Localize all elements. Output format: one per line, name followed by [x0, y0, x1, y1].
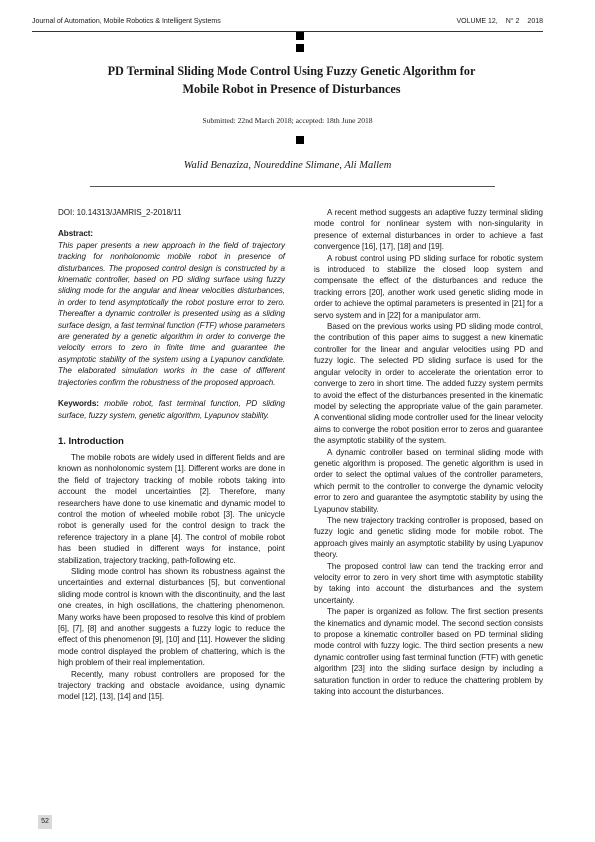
abstract-text: This paper presents a new approach in the field of trajectory tracking for nonholonomic mobile robot in presence of disturbances. The proposed control design is constructed by a kinematic controller, based on PD sliding surface using fuzzy sliding mode for the angular and linear velocities disturbances, in order to tend asymptotically the robot posture error to zero. Thereafter a dynamic controller is presented using as a sliding surface design, a fast terminal function (FTF) whose parameters are generated by a genetic algorithm in order to converge the velocity errors to zero in finite time and guarantee the asymptotic stability of the system using a Lyapunov candidate. The elaborated simulation works in the case of different trajectories confirm the robustness of the proposed approach. [58, 240, 285, 387]
keywords-text: mobile robot, fast terminal function, PD sliding surface, fuzzy system, genetic algorithm, Lyapunov stability. [58, 399, 285, 420]
keywords [58, 398, 285, 421]
authors: Walid Benaziza, Noureddine Slimane, Ali Mallem [183, 160, 392, 171]
section-heading-introduction: 1. Introduction [58, 435, 124, 447]
header-rule [32, 31, 543, 32]
paragraph: A robust control using PD sliding surface for robotic system is introduced to stabilize the closed loop system and compensate the effect of the disturbances and reduce the tracking errors [20], another work used genetic sliding mode in order to achieve the optimal parameters is presented in [21] for a servo system and in [22] for a manipulator arm. [314, 253, 543, 320]
paragraph: A dynamic controller based on terminal sliding mode with genetic algorithm is proposed. The genetic algorithm is used in order to select the optimal values of the controller parameters, which permit to the controller to converge the dynamic velocity error to zero and guarantee the asymptotic stability by using the Lyapunov stability. [314, 447, 543, 514]
paragraph: The new trajectory tracking controller is proposed, based on fuzzy logic and genetic sliding mode for mobile robot. The approach gives mainly an asymptotic stability by using Lyapunov theory. [314, 515, 543, 560]
year: 2018 [527, 18, 543, 25]
header-square-marker-2 [296, 44, 304, 52]
page-number: 52 [38, 815, 52, 829]
journal-name: Journal of Automation, Mobile Robotics & Intelligent Systems [32, 18, 221, 25]
authors-rule [90, 186, 495, 187]
header-square-marker [296, 32, 304, 40]
paragraph: Based on the previous works using PD sliding mode control, the contribution of this paper aims to suggest a new kinematic controller for the linear and angular velocities using PD and fuzzy logic. The selected PD sliding surface is used for the angular velocity in order to accelerate the orientation error to converge to zero in short time. The added fuzzy system permits to avoid the effect of the disturbances presented in the kinematic model by selecting the appropriate value of the gain parameter. A conventional sliding mode controller used for the linear velocity aims to converge the robot position error to zeros and guarantee the asymptotic stability of the system. [314, 322, 543, 446]
paragraph: Recently, many robust controllers are proposed for the trajectory tracking and obstacle avoidance, using dynamic model [12], [13], [14] and [15]. [58, 669, 285, 702]
issue-info [448, 18, 543, 25]
running-header [32, 18, 543, 25]
volume: VOLUME 12, [456, 18, 498, 25]
title-line-1: PD Terminal Sliding Mode Control Using Fuzzy Genetic Algorithm for [107, 64, 476, 78]
paragraph: The mobile robots are widely used in different fields and are known as nonholonomic system [1]. Different works are done in the field of trajectory tracking of mobile robots taking into account the model uncertainties [2]. Therefore, many researchers have done to use kinematic and dynamic model to control the motion of wheeled mobile robot [3]. The unicycle robot is generally used for the control design to track the reference trajectory in a plane [4]. The control of mobile robot has been studied in different ways for instance, point stabilization, trajectory tracking, path-following etc. [58, 452, 285, 565]
paragraph: Sliding mode control has shown its robustness against the uncertainties and external disturbances [5], but conventional sliding mode control is known with the discontinuity, and the last one creates, in high oscillations, the chattering phenomenon. Many works have been proposed to resolve this kind of problem [6], [7], [8] and another suggests a fuzzy logic to reduce the effect of this phenomenon [9], [10] and [11]. However the sliding mode control displayed the problem of chattering, which is the high problem of their real implementation. [58, 566, 285, 668]
left-column [58, 207, 285, 703]
submission-square-marker [296, 136, 304, 144]
issue-number: N° 2 [505, 18, 520, 25]
submission-dates: Submitted: 22nd March 2018; accepted: 18th June 2018 [202, 116, 373, 125]
abstract-label: Abstract: [58, 229, 94, 239]
keywords-label: Keywords: [58, 399, 99, 409]
paragraph: The proposed control law can tend the tracking error and velocity error to zero in very short time with asymptotic stability by taking into account the disturbances and the system uncertainty. [314, 561, 543, 605]
paragraph: A recent method suggests an adaptive fuzzy terminal sliding mode control for nonlinear system with non-singularity in presence of external disturbances in order to achieve a fast convergence [16], [17], [18] and [19]. [314, 208, 543, 252]
paragraph: The paper is organized as follow. The first section presents the kinematics and dynamic model. The second section consists to propose a kinematic controller based on PD terminal sliding mode control with fuzzy logic. The third section presents a new dynamic controller using fast terminal function (FTF) with genetic algorithm [23] into the sliding surface design by including a saturation function in order to reduce the chattering problem by taking into account the disturbances. [314, 607, 543, 697]
right-column [314, 207, 543, 697]
paper-title [40, 62, 543, 98]
doi: DOI: 10.14313/JAMRIS_2-2018/11 [58, 208, 182, 217]
title-line-2: Mobile Robot in Presence of Disturbances [182, 82, 401, 96]
